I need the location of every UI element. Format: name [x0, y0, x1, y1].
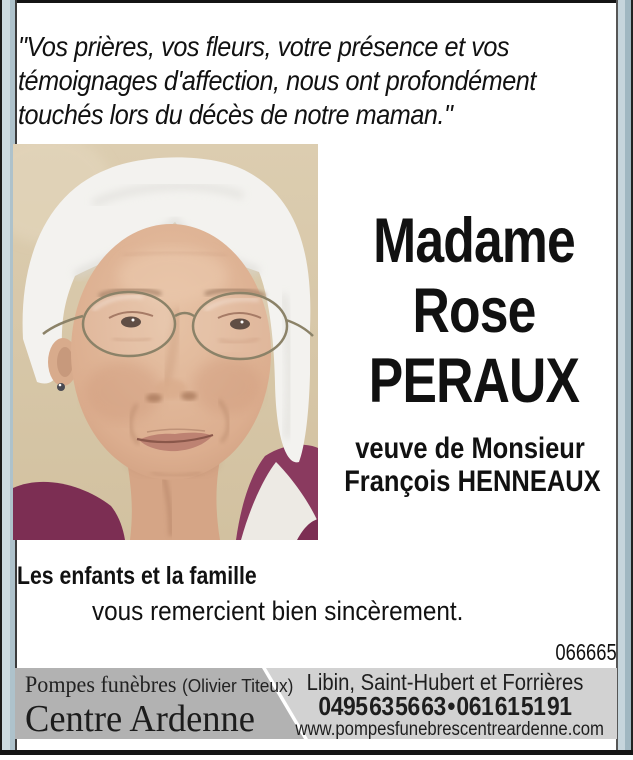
family-thanks-line2: vous remercient bien sincèrement.	[92, 596, 464, 626]
family-thanks-line1: Les enfants et la famille	[17, 562, 257, 590]
name-line: Madame	[373, 206, 575, 276]
funeral-home-brand: Centre Ardenne	[25, 698, 255, 740]
portrait-illustration	[13, 144, 318, 540]
name-line: Rose	[412, 276, 536, 346]
contact-cities: Libin, Saint-Hubert et Forrières	[306, 669, 584, 695]
contact-phones: 0495 63 56 63 • 061 61 51 91	[318, 691, 572, 721]
deceased-name	[330, 206, 618, 416]
relation-line: veuve de Monsieur	[355, 432, 585, 465]
funeral-home-name: Pompes funèbres	[25, 672, 177, 697]
deceased-relation	[322, 432, 618, 498]
condolence-quote	[18, 30, 633, 132]
reference-number	[360, 639, 617, 666]
frame-bottom-border	[0, 750, 633, 755]
contact-website: www.pompesfunebrescentreardenne.com	[295, 719, 604, 740]
funeral-home-identity	[25, 672, 305, 739]
quote-line: témoignages d'affection, nous ont profondément	[18, 65, 536, 96]
funeral-home-name-line	[25, 672, 293, 699]
funeral-home-footer	[15, 668, 617, 739]
funeral-home-contact	[275, 670, 615, 740]
quote-line: "Vos prières, vos fleurs, votre présence et vos	[18, 31, 510, 62]
funeral-home-owner: (Olivier Titeux)	[181, 676, 294, 696]
name-line: PERAUX	[368, 346, 580, 416]
quote-line: touchés lors du décès de notre maman."	[18, 99, 453, 130]
reference-number-value: 066665	[555, 639, 617, 665]
relation-line: François HENNEAUX	[344, 465, 601, 498]
frame-top-border	[0, 0, 633, 3]
portrait-photo	[13, 144, 318, 540]
